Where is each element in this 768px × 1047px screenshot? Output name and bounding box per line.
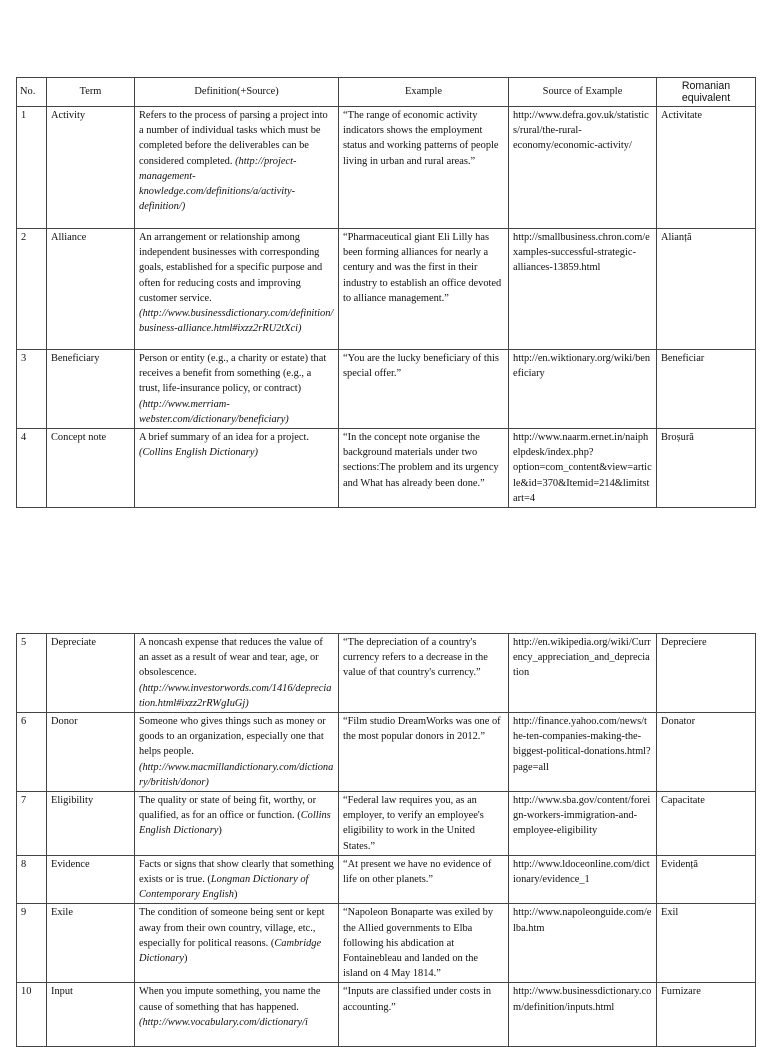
definition-source: (http://project-management-knowledge.com/definitions/a/activity-definition/) [139, 155, 297, 213]
example: “At present we have no evidence of life on other planets.” [339, 855, 509, 904]
example: “The range of economic activity indicators shows the employment status and working patterns of people living in urban and rural areas.” [339, 107, 509, 229]
definition-source: Collins English Dictionary [139, 810, 331, 837]
romanian-equivalent: Alianță [657, 229, 756, 350]
definition [135, 983, 339, 1047]
definition [135, 429, 339, 508]
example: “The depreciation of a country's currency refers to a decrease in the value of that country's currency.” [339, 634, 509, 713]
term: Concept note [47, 429, 135, 508]
romanian-equivalent: Activitate [657, 107, 756, 229]
glossary-table-top [16, 77, 756, 508]
romanian-equivalent: Broșură [657, 429, 756, 508]
example: “Film studio DreamWorks was one of the most popular donors in 2012.” [339, 713, 509, 792]
example: “You are the lucky beneficiary of this special offer.” [339, 350, 509, 429]
header-row [17, 78, 756, 107]
table-row [17, 904, 756, 983]
term: Input [47, 983, 135, 1047]
definition-source: (http://www.investorwords.com/1416/depreciation.html#ixzz2rRWgIuGj) [139, 682, 332, 709]
source-of-example: http://www.businessdictionary.com/definition/inputs.html [509, 983, 657, 1047]
source-of-example: http://www.ldoceonline.com/dictionary/evidence_1 [509, 855, 657, 904]
term: Activity [47, 107, 135, 229]
table-row [17, 350, 756, 429]
source-of-example: http://smallbusiness.chron.com/examples-successful-strategic-alliances-13859.html [509, 229, 657, 350]
definition-source: (http://www.merriam-webster.com/dictionary/beneficiary) [139, 398, 289, 425]
example: “Federal law requires you, as an employer, to verify an employee's eligibility to work in the United States.” [339, 792, 509, 856]
definition-text: Person or entity (e.g., a charity or estate) that receives a benefit from something (e.g., a trust, life-insurance policy, or contract) [139, 353, 327, 395]
definition-source: (http://www.macmillandictionary.com/dictionary/british/donor) [139, 761, 334, 788]
table-row [17, 713, 756, 792]
source-of-example: http://www.napoleonguide.com/elba.htm [509, 904, 657, 983]
definition-source: (http://www.vocabulary.com/dictionary/i [139, 1016, 308, 1028]
term: Depreciate [47, 634, 135, 713]
definition [135, 350, 339, 429]
definition-text: When you impute something, you name the cause of something that has happened. [139, 986, 321, 1013]
table-row [17, 429, 756, 508]
romanian-equivalent: Furnizare [657, 983, 756, 1047]
row-number: 1 [17, 107, 47, 229]
definition-source: Longman Dictionary of Contemporary English [139, 874, 309, 901]
source-of-example: http://en.wikipedia.org/wiki/Currency_appreciation_and_depreciation [509, 634, 657, 713]
definition-text: Someone who gives things such as money or goods to an organization, especially one that helps people. [139, 716, 326, 758]
term: Evidence [47, 855, 135, 904]
example: “In the concept note organise the background materials under two sections:The problem and its urgency and What has already been done.” [339, 429, 509, 508]
source-of-example: http://en.wiktionary.org/wiki/beneficiary [509, 350, 657, 429]
definition-text: The quality or state of being fit, worthy, or qualified, as for an office or function. [139, 795, 317, 822]
glossary-table-bottom [16, 633, 756, 1047]
definition: Facts or signs that show clearly that something exists or is true. (Longman Dictionary of Contemporary English) [135, 855, 339, 904]
header-term: Term [47, 78, 135, 107]
row-number: 2 [17, 229, 47, 350]
term: Donor [47, 713, 135, 792]
row-number: 3 [17, 350, 47, 429]
row-number: 7 [17, 792, 47, 856]
term: Alliance [47, 229, 135, 350]
header-example: Example [339, 78, 509, 107]
example: “Pharmaceutical giant Eli Lilly has been forming alliances for nearly a century and was the first in their industry to establish an office devoted to alliance management.” [339, 229, 509, 350]
definition-text: Refers to the process of parsing a project into a number of individual tasks which must be completed before the deliverables can be considered completed. [139, 110, 328, 167]
definition-text: The condition of someone being sent or kept away from their own country, village, etc., especially for political reasons. [139, 907, 325, 949]
term: Beneficiary [47, 350, 135, 429]
term: Eligibility [47, 792, 135, 856]
row-number: 10 [17, 983, 47, 1047]
definition [135, 713, 339, 792]
romanian-equivalent: Evidență [657, 855, 756, 904]
definition [135, 107, 339, 229]
definition-source: (http://www.businessdictionary.com/definition/business-alliance.html#ixzz2rRU2tXci) [139, 308, 334, 335]
definition-text: A brief summary of an idea for a project. [139, 432, 309, 444]
definition [135, 229, 339, 350]
table-row [17, 634, 756, 713]
definition: The condition of someone being sent or kept away from their own country, village, etc., especially for political reasons. (Cambridge Dictionary) [135, 904, 339, 983]
definition [135, 634, 339, 713]
example: “Napoleon Bonaparte was exiled by the Allied governments to Elba following his abdication at Fontainebleau and landed on the island on 4 May 1814.” [339, 904, 509, 983]
romanian-equivalent: Capacitate [657, 792, 756, 856]
definition-text: An arrangement or relationship among independent businesses with corresponding goals, established for a specific purpose and often for reducing costs and improving customer service. [139, 232, 323, 304]
romanian-equivalent: Exil [657, 904, 756, 983]
romanian-equivalent: Beneficiar [657, 350, 756, 429]
source-of-example: http://www.defra.gov.uk/statistics/rural/the-rural-economy/economic-activity/ [509, 107, 657, 229]
source-of-example: http://www.naarm.ernet.in/naiphelpdesk/index.php?option=com_content&view=article&id=370&Itemid=214&limitstart=4 [509, 429, 657, 508]
header-definition: Definition(+Source) [135, 78, 339, 107]
definition-source: (Collins English Dictionary) [139, 447, 258, 459]
definition-text: A noncash expense that reduces the value of an asset as a result of wear and tear, age, or obsolescence. [139, 637, 323, 679]
header-source-of-example: Source of Example [509, 78, 657, 107]
source-of-example: http://www.sba.gov/content/foreign-workers-immigration-and-employee-eligibility [509, 792, 657, 856]
row-number: 4 [17, 429, 47, 508]
source-of-example: http://finance.yahoo.com/news/the-ten-companies-making-the-biggest-political-donations.html?page=all [509, 713, 657, 792]
header-no: No. [17, 78, 47, 107]
table-row [17, 855, 756, 904]
romanian-equivalent: Depreciere [657, 634, 756, 713]
table-row [17, 983, 756, 1047]
definition-text: Facts or signs that show clearly that something exists or is true. [139, 858, 334, 886]
row-number: 9 [17, 904, 47, 983]
table-row [17, 792, 756, 856]
row-number: 5 [17, 634, 47, 713]
romanian-equivalent: Donator [657, 713, 756, 792]
row-number: 8 [17, 855, 47, 904]
header-romanian-equivalent: Romanian equivalent [657, 78, 756, 107]
term: Exile [47, 904, 135, 983]
table-row [17, 229, 756, 350]
example: “Inputs are classified under costs in accounting.” [339, 983, 509, 1047]
table-row [17, 107, 756, 229]
definition-source: Cambridge Dictionary [139, 937, 322, 965]
definition: The quality or state of being fit, worthy, or qualified, as for an office or function. (Collins English Dictionary) [135, 792, 339, 856]
row-number: 6 [17, 713, 47, 792]
